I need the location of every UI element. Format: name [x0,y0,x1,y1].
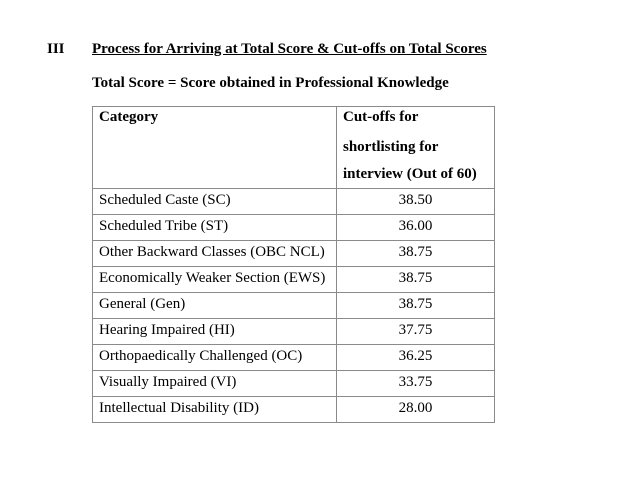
category-cell: Other Backward Classes (OBC NCL) [93,241,337,267]
cutoff-cell: 38.50 [337,189,495,215]
category-cell: Economically Weaker Section (EWS) [93,267,337,293]
table-row [93,215,495,241]
total-score-formula: Total Score = Score obtained in Professional Knowledge [92,75,449,91]
category-cell: Orthopaedically Challenged (OC) [93,345,337,371]
table-row [93,397,495,423]
cutoff-cell: 37.75 [337,319,495,345]
header-cutoff-line: interview (Out of 60) [343,166,477,182]
category-cell: Scheduled Tribe (ST) [93,215,337,241]
header-cutoff [337,107,495,189]
table-header-row [93,107,495,189]
table-row [93,267,495,293]
cutoff-table [92,106,495,423]
cutoff-cell: 38.75 [337,267,495,293]
cutoff-cell: 38.75 [337,241,495,267]
category-cell: Scheduled Caste (SC) [93,189,337,215]
section-number: III [47,41,65,57]
cutoff-cell: 36.00 [337,215,495,241]
section-title: Process for Arriving at Total Score & Cut-offs on Total Scores [92,41,487,57]
cutoff-cell: 28.00 [337,397,495,423]
category-cell: General (Gen) [93,293,337,319]
table-row [93,293,495,319]
category-cell: Visually Impaired (VI) [93,371,337,397]
category-cell: Intellectual Disability (ID) [93,397,337,423]
cutoff-cell: 36.25 [337,345,495,371]
header-cutoff-line: shortlisting for [343,139,439,155]
header-cutoff-line: Cut-offs for [343,109,419,125]
header-category: Category [93,107,337,189]
category-cell: Hearing Impaired (HI) [93,319,337,345]
cutoff-cell: 33.75 [337,371,495,397]
table-row [93,319,495,345]
cutoff-cell: 38.75 [337,293,495,319]
table-row [93,189,495,215]
table-row [93,371,495,397]
table-row [93,345,495,371]
table-row [93,241,495,267]
